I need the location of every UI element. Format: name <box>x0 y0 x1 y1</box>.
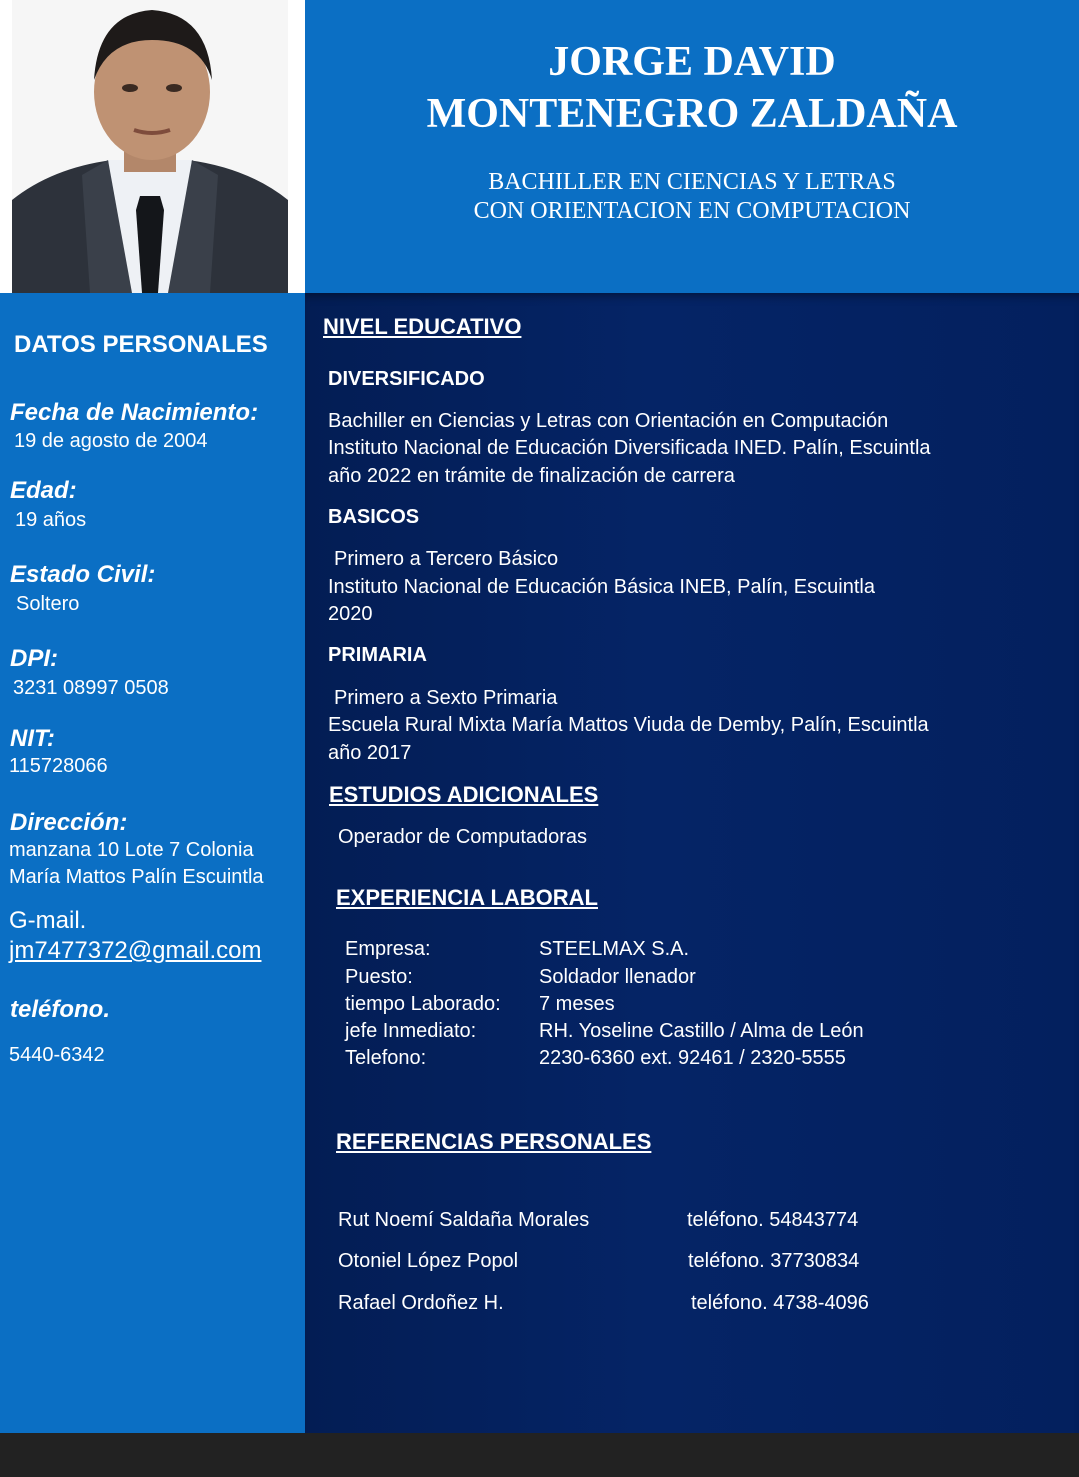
profile-photo <box>12 0 288 293</box>
degree-title <box>305 168 1079 226</box>
diversificado-line-2: Instituto Nacional de Educación Diversificada INED. Palín, Escuintla <box>328 437 931 459</box>
job-key-position: Puesto: <box>345 966 413 988</box>
header <box>305 0 1079 293</box>
job-key-phone: Telefono: <box>345 1047 427 1069</box>
photo-area <box>0 0 305 293</box>
basicos-line-1: Primero a Tercero Básico <box>334 548 559 570</box>
nit-value: 115728066 <box>9 755 108 777</box>
basicos-title: BASICOS <box>328 506 420 528</box>
primaria-line-2: Escuela Rural Mixta María Mattos Viuda de Demby, Palín, Escuintla <box>328 714 929 736</box>
degree-line-1: BACHILLER EN CIENCIAS Y LETRAS <box>488 169 896 195</box>
civil-status-label: Estado Civil: <box>10 561 156 588</box>
reference-phone-3: teléfono. 4738-4096 <box>691 1292 869 1314</box>
references-title: REFERENCIAS PERSONALES <box>336 1129 652 1154</box>
personal-data-title: DATOS PERSONALES <box>14 331 268 358</box>
job-value-phone: 2230-6360 ext. 92461 / 2320-5555 <box>539 1047 846 1069</box>
job-value-duration: 7 meses <box>539 993 615 1015</box>
nit-label: NIT: <box>10 725 55 752</box>
primaria-title: PRIMARIA <box>328 644 427 666</box>
job-key-supervisor: jefe Inmediato: <box>345 1020 477 1042</box>
address-line-2: María Mattos Palín Escuintla <box>9 866 264 888</box>
basicos-line-2: Instituto Nacional de Educación Básica INEB, Palín, Escuintla <box>328 576 875 598</box>
additional-studies-item: Operador de Computadoras <box>338 826 588 848</box>
name-line-2: MONTENEGRO ZALDAÑA <box>426 91 958 137</box>
birth-value: 19 de agosto de 2004 <box>14 430 208 452</box>
bottom-bar <box>0 1433 1079 1477</box>
diversificado-line-3: año 2022 en trámite de finalización de carrera <box>328 465 735 487</box>
age-value: 19 años <box>15 509 87 531</box>
reference-name-3: Rafael Ordoñez H. <box>338 1292 504 1314</box>
reference-phone-1: teléfono. 54843774 <box>687 1209 859 1231</box>
diversificado-line-1: Bachiller en Ciencias y Letras con Orientación en Computación <box>328 410 889 432</box>
dpi-label: DPI: <box>10 645 58 672</box>
main-content <box>305 293 1079 1433</box>
dpi-value: 3231 08997 0508 <box>13 677 169 699</box>
age-label: Edad: <box>10 477 77 504</box>
job-key-company: Empresa: <box>345 938 431 960</box>
gmail-label: G-mail. <box>9 907 87 934</box>
primaria-line-3: año 2017 <box>328 742 412 764</box>
address-line-1: manzana 10 Lote 7 Colonia <box>9 839 254 861</box>
email-link[interactable]: jm7477372@gmail.com <box>9 937 262 964</box>
job-value-supervisor: RH. Yoseline Castillo / Alma de León <box>539 1020 864 1042</box>
diversificado-title: DIVERSIFICADO <box>328 368 485 390</box>
name-line-1: JORGE DAVID <box>548 39 836 85</box>
job-key-duration: tiempo Laborado: <box>345 993 501 1015</box>
additional-studies-title: ESTUDIOS ADICIONALES <box>329 782 599 807</box>
work-experience-title: EXPERIENCIA LABORAL <box>336 885 598 910</box>
civil-status-value: Soltero <box>16 593 80 615</box>
personal-data-sidebar <box>0 293 305 1433</box>
job-value-company: STEELMAX S.A. <box>539 938 690 960</box>
reference-name-1: Rut Noemí Saldaña Morales <box>338 1209 590 1231</box>
basicos-line-3: 2020 <box>328 603 373 625</box>
address-label: Dirección: <box>10 809 128 836</box>
reference-name-2: Otoniel López Popol <box>338 1250 519 1272</box>
phone-value: 5440-6342 <box>9 1044 105 1066</box>
degree-line-2: CON ORIENTACION EN COMPUTACION <box>473 198 911 224</box>
full-name <box>305 36 1079 140</box>
birth-label: Fecha de Nacimiento: <box>10 399 259 426</box>
reference-phone-2: teléfono. 37730834 <box>688 1250 860 1272</box>
primaria-line-1: Primero a Sexto Primaria <box>334 687 558 709</box>
job-value-position: Soldador llenador <box>539 966 696 988</box>
phone-label: teléfono. <box>10 996 110 1023</box>
education-title: NIVEL EDUCATIVO <box>323 314 522 339</box>
